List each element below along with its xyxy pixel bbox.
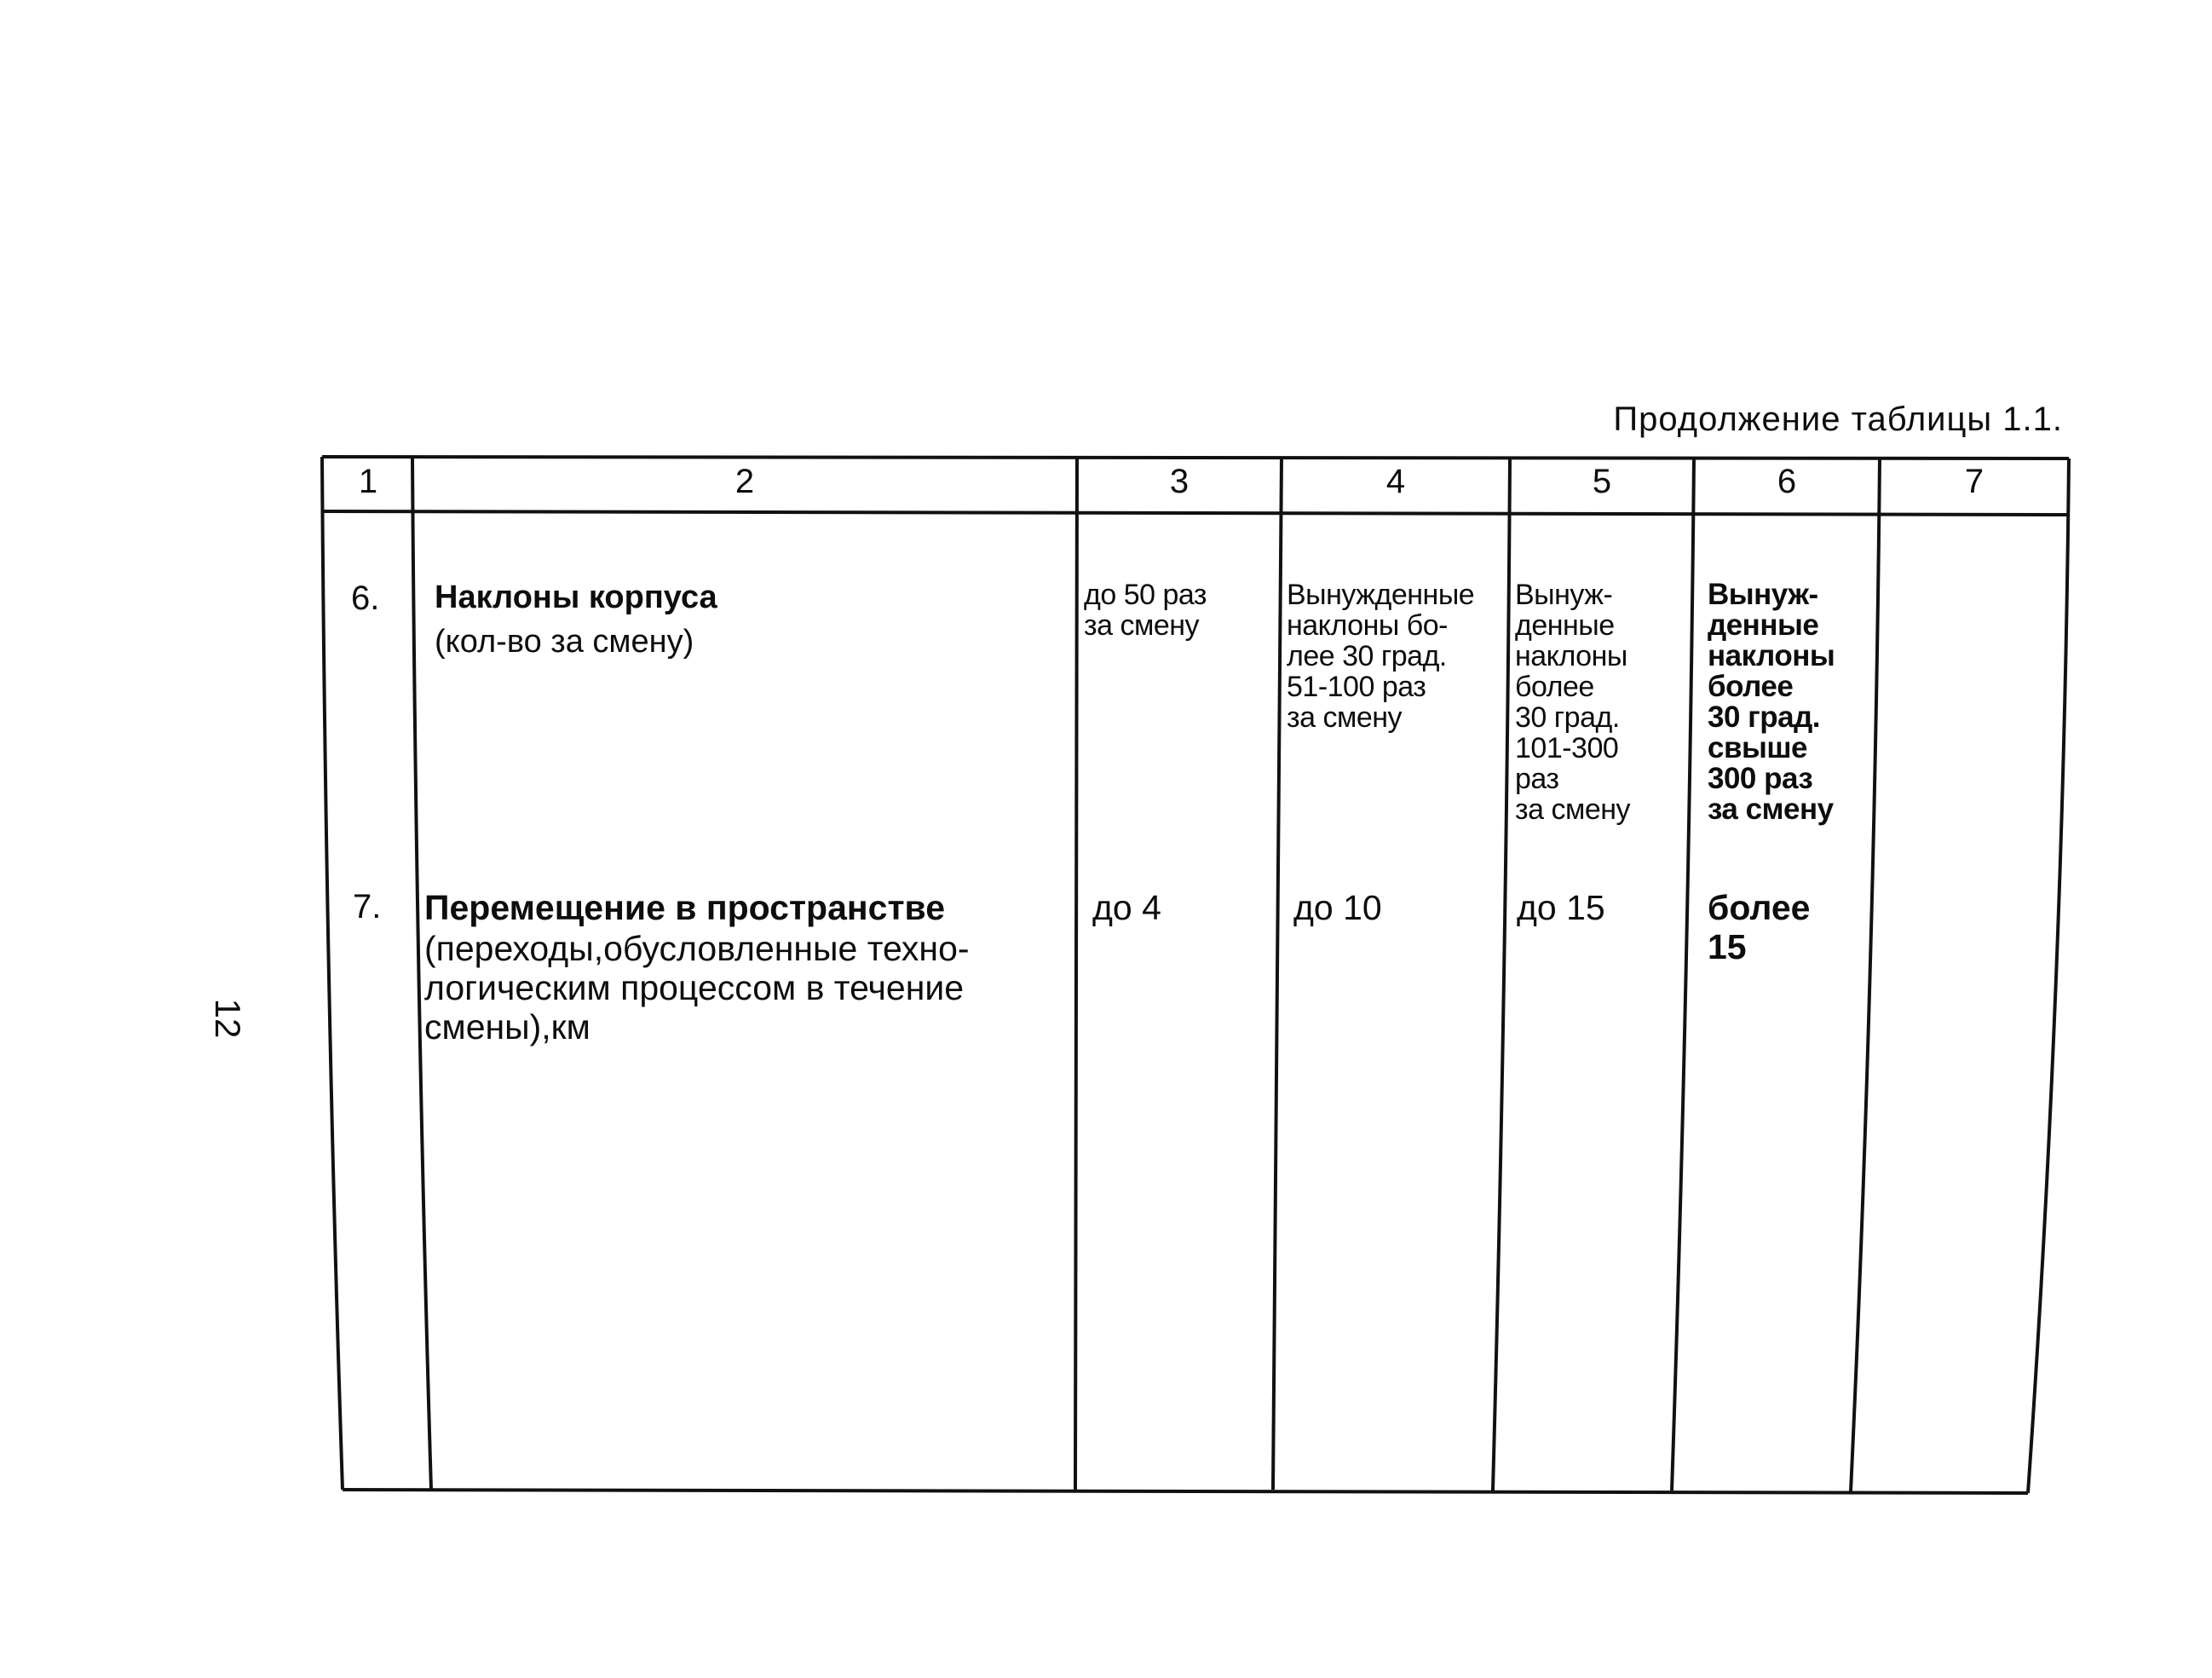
- row-7-col-6: более 15: [1708, 888, 1811, 966]
- table-bottom-border: [343, 1490, 2028, 1493]
- col-divider-6: [1851, 458, 1880, 1491]
- page-number: 12: [208, 998, 248, 1039]
- table-top-border: [322, 457, 2069, 458]
- row-6-col-4: Вынужденные наклоны бо- лее 30 град. 51-100 раз за смену: [1287, 579, 1475, 734]
- row-6-number: 6.: [351, 580, 380, 617]
- table-caption: Продолжение таблицы 1.1.: [1613, 401, 2063, 438]
- row-7-title: Перемещение в пространстве: [424, 888, 946, 927]
- header-col-6: 6: [1777, 463, 1797, 500]
- col-divider-3: [1273, 458, 1282, 1490]
- row-6-title: Наклоны корпуса: [435, 580, 717, 615]
- row-6-subtitle: (кол-во за смену): [435, 624, 694, 660]
- header-col-7: 7: [1964, 463, 1984, 500]
- header-bottom-border: [322, 511, 2069, 515]
- row-6-col-5: Вынуж- денные наклоны более 30 град. 101-300 раз за смену: [1515, 579, 1631, 826]
- row-7-col-5: до 15: [1517, 888, 1605, 927]
- row-7-col-4: до 10: [1293, 888, 1382, 927]
- row-7-col-3: до 4: [1092, 888, 1161, 927]
- table-left-border: [322, 457, 343, 1490]
- col-divider-2: [1075, 457, 1077, 1490]
- col-divider-5: [1672, 458, 1694, 1491]
- table-right-border: [2028, 458, 2069, 1493]
- header-col-3: 3: [1169, 463, 1190, 500]
- row-7-number: 7.: [353, 888, 382, 925]
- header-col-1: 1: [358, 463, 378, 500]
- row-7-subtitle: (переходы,обусловленные техно- логическим процессом в течение смены),км: [424, 929, 970, 1047]
- col-divider-4: [1493, 458, 1510, 1491]
- row-6-col-3: до 50 раз за смену: [1084, 579, 1207, 642]
- row-6-col-6: Вынуж- денные наклоны более 30 град. свыше 300 раз за смену: [1708, 578, 1835, 826]
- header-col-2: 2: [734, 463, 755, 500]
- header-col-5: 5: [1592, 463, 1612, 500]
- header-col-4: 4: [1385, 463, 1406, 500]
